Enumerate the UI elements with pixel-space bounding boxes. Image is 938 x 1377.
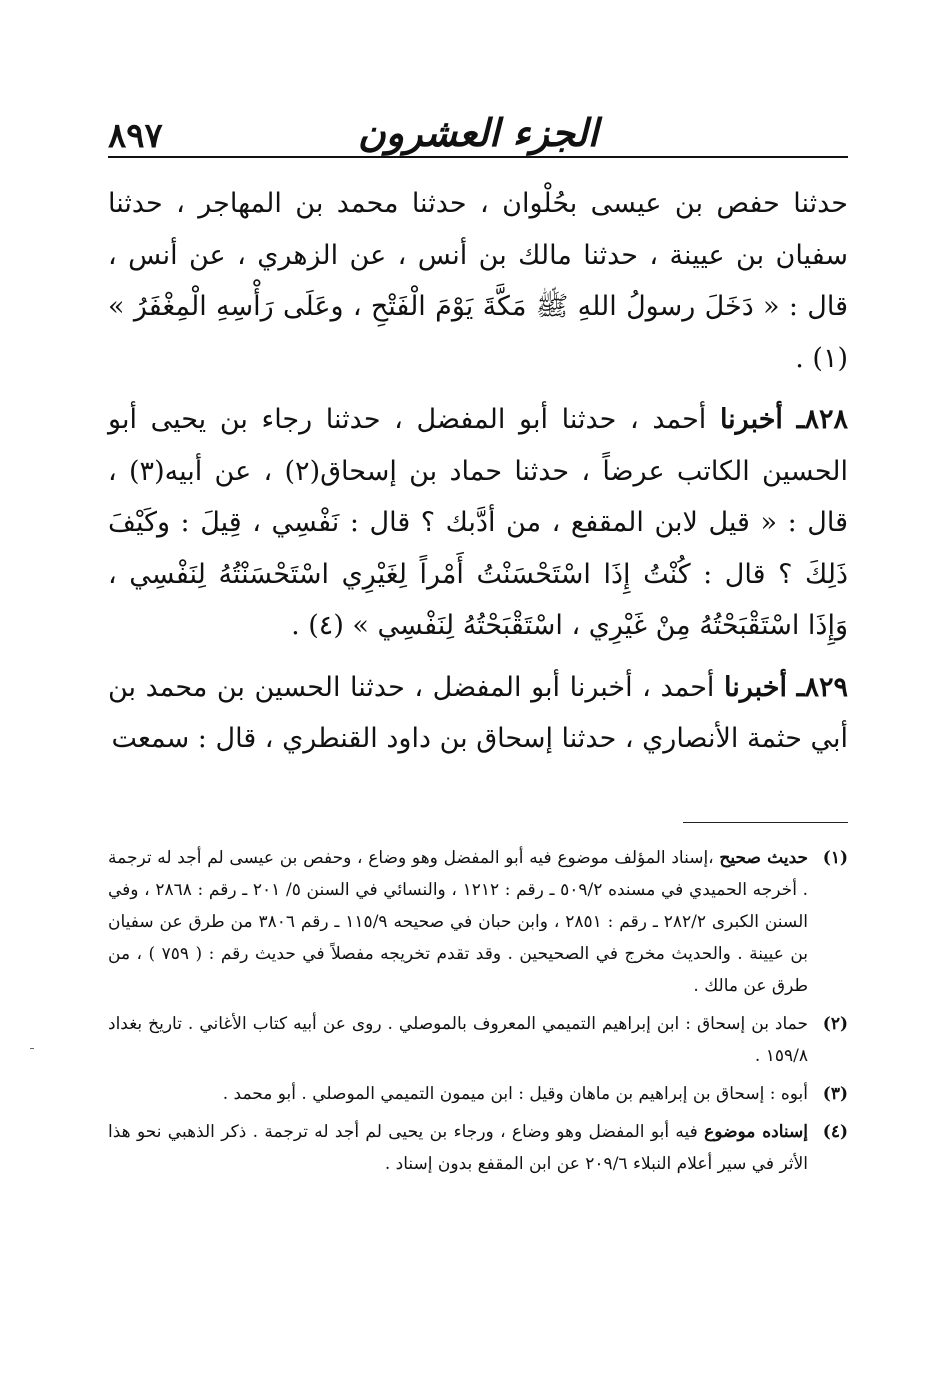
footnote-3 (108, 1078, 848, 1110)
hadith-lead: أخبرنا (719, 404, 783, 435)
hadith-text: أحمد ، حدثنا أبو المفضل ، حدثنا رجاء بن يحيى أبو الحسين الكاتب عرضاً ، حدثنا حماد بن إسحاق(٢) ، عن أبيه(٣) ، قال : « قيل لابن المقفع ، من أدَّبك ؟ قال : نَفْسِي ، قِيلَ : وكَيْفَ ذَلِكَ ؟ قال : كُنْتُ إِذَا اسْتَحْسَنْتُ أَمْراً لِغَيْرِي اسْتَحْسَنْتُهُ لِنَفْسِي ، وَإِذَا اسْتَقْبَحْتُهُ مِنْ غَيْرِي ، اسْتَقْبَحْتُهُ لِنَفْسِي » (٤) . (108, 404, 848, 641)
footnote-lead: حديث صحيح (719, 848, 808, 868)
footnote-body: أبوه : إسحاق بن إبراهيم بن ماهان وقيل : ابن ميمون التميمي الموصلي . أبو محمد . (222, 1084, 808, 1104)
footnote-body: حماد بن إسحاق : ابن إبراهيم التميمي المعروف بالموصلي . روى عن أبيه كتاب الأغاني . تاريخ بغداد ١٥٩/٨ . (108, 1014, 808, 1066)
footnote-4 (108, 1116, 848, 1180)
footnote-number: (٤) (822, 1122, 848, 1142)
page-header (108, 108, 848, 156)
main-text (108, 178, 848, 775)
footnote-body: ،إسناد المؤلف موضوع فيه أبو المفضل وهو وضاع ، وحفص بن عيسى لم أجد له ترجمة . أخرجه الحميدي في مسنده ٥٠٩/٢ ـ رقم : ١٢١٢ ، والنسائي في السنن ٥/ ٢٠١ ـ رقم : ٢٨٦٨ ، وفي السنن الكبرى ٢٨٢/٢ ـ رقم : ٢٨٥١ ، وابن حبان في صحيحه ١١٥/٩ ـ رقم ٣٨٠٦ من طرق عن سفيان بن عيينة . والحديث مخرج في الصحيحين . وقد تقدم تخريجه مفصلاً في حديث رقم : ( ٧٥٩ ) ، من طرق عن مالك . (108, 848, 808, 996)
footnote-number: (١) (822, 848, 848, 868)
footnote-text (108, 1116, 808, 1180)
hadith-828 (108, 394, 848, 652)
footnote-text (108, 1078, 808, 1110)
footnote-lead: إسناده موضوع (704, 1122, 809, 1142)
footnote-body: فيه أبو المفضل وهو وضاع ، ورجاء بن يحيى لم أجد له ترجمة . ذكر الذهبي نحو هذا الأثر في سير أعلام النبلاء ٢٠٩/٦ عن ابن المقفع بدون إسناد . (108, 1122, 808, 1174)
footnote-number: (٣) (822, 1084, 848, 1104)
footnote-text (108, 842, 808, 1002)
hadith-number: ٨٢٨ـ (796, 404, 848, 435)
margin-mark (30, 1048, 34, 1049)
page-number: ٨٩٧ (108, 116, 163, 156)
hadith-text: أحمد ، أخبرنا أبو المفضل ، حدثنا الحسين بن محمد بن أبي حثمة الأنصاري ، حدثنا إسحاق بن داود القنطري ، قال : سمعت (108, 671, 848, 754)
paragraph-hadith-827: حدثنا حفص بن عيسى بحُلْوان ، حدثنا محمد بن المهاجر ، حدثنا سفيان بن عيينة ، حدثنا مالك بن أنس ، عن الزهري ، عن أنس ، قال : « دَخَلَ رسولُ اللهِ ﷺ مَكَّةَ يَوْمَ الْفَتْحِ ، وعَلَى رَأْسِهِ الْمِغْفَرُ » (١) . (108, 188, 848, 374)
hadith-lead: أخبرنا (724, 671, 787, 703)
hadith-829 (108, 662, 848, 765)
footnote-number: (٢) (822, 1014, 848, 1034)
footnote-text (108, 1008, 808, 1072)
header-rule (108, 156, 848, 158)
footnote-separator (683, 822, 848, 823)
footnotes (108, 842, 848, 1186)
hadith-number: ٨٢٩ـ (796, 671, 848, 703)
footnote-2 (108, 1008, 848, 1072)
running-title: الجزء العشرون (357, 110, 599, 155)
footnote-1 (108, 842, 848, 1002)
